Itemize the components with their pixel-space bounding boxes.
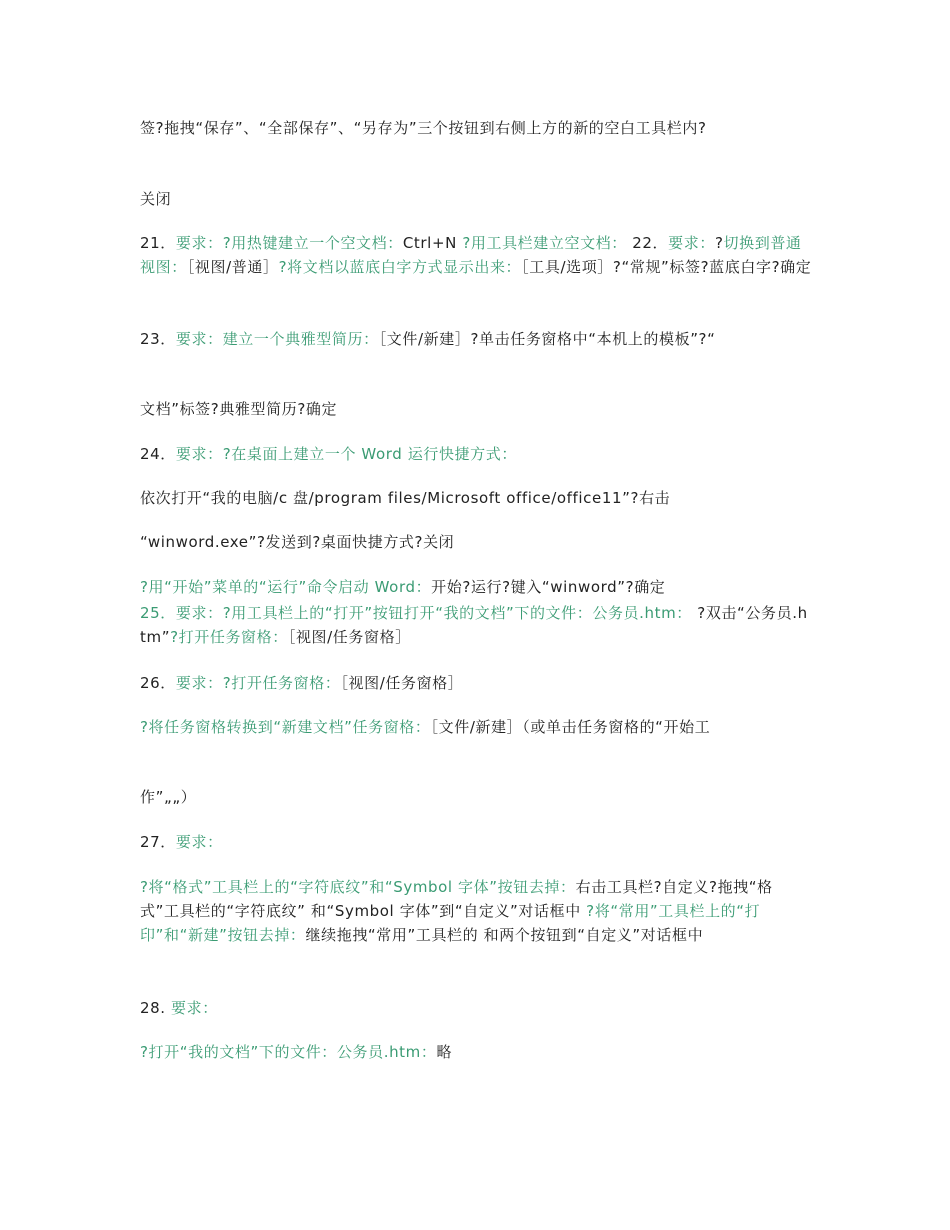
requirement-text: ?将“常用”工具栏上的“打印”和“新建”按钮去掉：	[140, 902, 761, 944]
instruction-text: ［视图/普通］	[186, 258, 279, 276]
requirement-text: ?将文档以蓝底白字方式显示出来：	[278, 258, 522, 276]
paragraph-open-path	[140, 486, 812, 510]
instruction-text: 28.	[140, 999, 172, 1017]
paragraph-winword-exe	[140, 530, 812, 554]
instruction-text: 作”„„）	[140, 788, 197, 806]
instruction-text: ［视图/任务窗格］	[287, 628, 411, 646]
paragraph-task-pane-switch	[140, 715, 812, 739]
instruction-text: 继续拖拽“常用”工具栏的 和两个按钮到“自定义”对话框中	[305, 926, 704, 944]
instruction-text: ?双击“公务员.htm”	[140, 604, 808, 646]
requirement-text: 要求：	[171, 999, 218, 1017]
requirement-text: 要求：?打开任务窗格：	[175, 674, 341, 692]
requirement-text: ?将“格式”工具栏上的“字符底纹”和“Symbol 字体”按钮去掉：	[140, 878, 576, 896]
requirement-text: 切换到普通视图：	[140, 234, 802, 276]
paragraph-item-24	[140, 442, 812, 466]
instruction-text: 开始?运行?键入“winword”?确定	[431, 578, 666, 596]
instruction-text: 关闭	[140, 190, 172, 208]
requirement-text: ?打开“我的文档”下的文件：公务员.htm：	[140, 1043, 437, 1061]
instruction-text: ［文件/新建］?单击任务窗格中“本机上的模板”?“	[378, 330, 716, 348]
paragraph-item-23-continued	[140, 397, 812, 421]
paragraph-task-pane-continued	[140, 785, 812, 809]
instruction-text: 21．	[140, 234, 176, 252]
paragraph-item-26	[140, 671, 812, 695]
instruction-text: ［工具/选项］?“常规”标签?蓝底白字?确定	[521, 258, 812, 276]
instruction-text: 22．	[626, 234, 669, 252]
instruction-text: “winword.exe”?发送到?桌面快捷方式?关闭	[140, 533, 455, 551]
paragraph-item-27	[140, 830, 812, 854]
instruction-text: 24．	[140, 445, 176, 463]
paragraph-toolbar-customize	[140, 875, 812, 947]
instruction-text: 23．	[140, 330, 176, 348]
instruction-text: 26．	[140, 674, 176, 692]
instruction-text: ［视图/任务窗格］	[340, 674, 464, 692]
requirement-text: 25．	[140, 604, 176, 622]
paragraph-start-menu-run	[140, 575, 812, 599]
paragraph-item-23	[140, 327, 812, 351]
paragraph-close	[140, 187, 812, 211]
requirement-text: 要求：	[668, 234, 715, 252]
requirement-text: ?打开任务窗格：	[170, 628, 288, 646]
paragraph-toolbar-instructions	[140, 116, 812, 140]
instruction-text: 略	[436, 1043, 453, 1061]
instruction-text: 依次打开“我的电脑/c 盘/program files/Microsoft office/office11”?右击	[140, 489, 671, 507]
paragraph-item-28	[140, 996, 812, 1020]
requirement-text: 要求：?用热键建立一个空文档：	[175, 234, 403, 252]
requirement-text: 要求：	[175, 833, 223, 851]
requirement-text: ?用“开始”菜单的“运行”命令启动 Word：	[140, 578, 432, 596]
instruction-text: 右击工具栏?自定义?拖拽“格式”工具栏的“字符底纹” 和“Symbol 字体”到“自定义”对话框中	[140, 878, 773, 920]
instruction-text: 签?拖拽“保存”、“全部保存”、“另存为”三个按钮到右侧上方的新的空白工具栏内?	[140, 119, 707, 137]
instruction-text: ?	[714, 234, 724, 252]
paragraph-item-25	[140, 601, 812, 649]
requirement-text: 要求：?用工具栏上的“打开”按钮打开“我的文档”下的文件：公务员.htm：	[175, 604, 692, 622]
instruction-text: Ctrl+N	[402, 234, 463, 252]
requirement-text: 要求：?在桌面上建立一个 Word 运行快捷方式：	[175, 445, 517, 463]
paragraph-item-21-22	[140, 231, 812, 279]
requirement-text: ?将任务窗格转换到“新建文档”任务窗格：	[140, 718, 431, 736]
instruction-text: 文档”标签?典雅型简历?确定	[140, 400, 338, 418]
instruction-text: ［文件/新建］（或单击任务窗格的“开始工	[430, 718, 711, 736]
requirement-text: 要求：建立一个典雅型简历：	[175, 330, 379, 348]
instruction-text: 27．	[140, 833, 176, 851]
paragraph-open-file	[140, 1040, 812, 1064]
requirement-text: ?用工具栏建立空文档：	[462, 234, 627, 252]
